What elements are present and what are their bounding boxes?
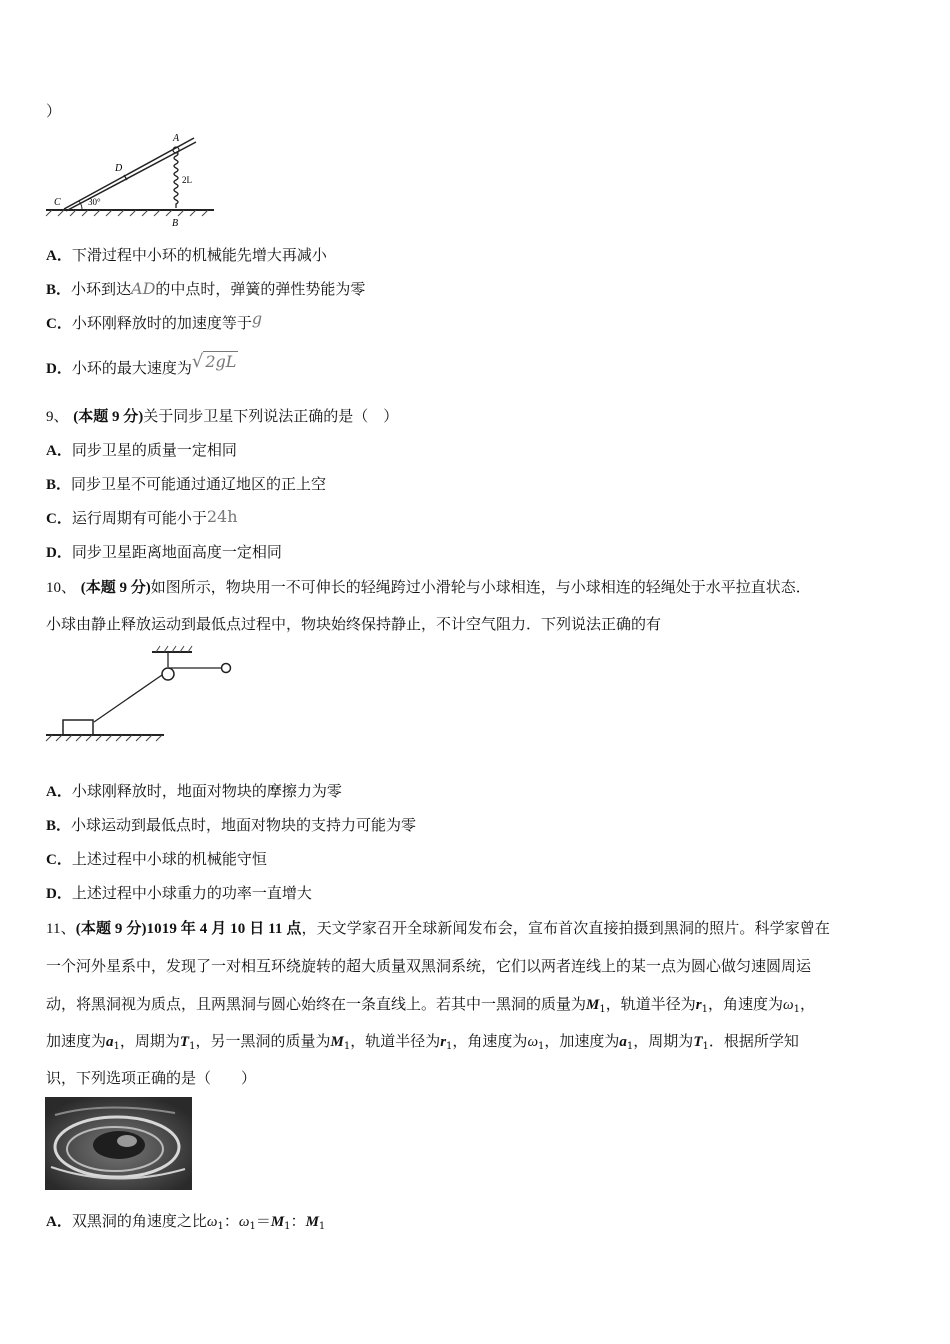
q8-label-a: A <box>173 133 180 144</box>
q9-option-a[interactable]: A．同步卫星的质量一定相同 <box>46 441 237 459</box>
q10-figure-pulley <box>44 644 240 746</box>
q10-stem-line1: 10、 (本题 9 分)如图所示，物块用一不可伸长的轻绳跨过小滑轮与小球相连，与小球相连的轻绳处于水平拉直状态． <box>46 578 811 596</box>
q8-option-d[interactable]: D．小环的最大速度为√ 2gL <box>46 351 237 377</box>
q8-label-angle: 30° <box>88 197 101 207</box>
q10-option-d[interactable]: D．上述过程中小球重力的功率一直增大 <box>46 884 312 902</box>
q8-label-d: D <box>115 163 123 174</box>
q11-line4: 加速度为$a_1$，周期为$T_1$，另一黑洞的质量为$M_1$，轨道半径为$r_1$，角速度为$\omega_1$，加速度为$a_1$，周期为$T_1$．根据所学知 <box>46 1032 799 1052</box>
q11-option-a[interactable]: A．双黑洞的角速度之比$\omega_1$：$\omega_1=M_1$：$M_1$ <box>46 1212 326 1232</box>
q10-stem-line2: 小球由静止释放运动到最低点过程中，物块始终保持静止，不计空气阻力．下列说法正确的有 <box>46 615 662 633</box>
q8-label-c: C <box>54 197 61 208</box>
q9-option-b[interactable]: B．同步卫星不可能通过通辽地区的正上空 <box>46 475 327 493</box>
q9-stem: 9、 (本题 9 分)关于同步卫星下列说法正确的是（ ） <box>46 407 399 425</box>
sqrt-expression: √ 2gL <box>191 351 237 372</box>
q8-figure-incline <box>44 132 219 230</box>
black-hole-photo <box>45 1097 192 1190</box>
q11-line1: 11、(本题 9 分)1019 年 4 月 10 日 11 点，天文学家召开全球新闻发布会，宣布首次直接拍摄到黑洞的照片。科学家曾在 <box>46 919 830 937</box>
q9-option-c[interactable]: C．运行周期有可能小于24h <box>46 507 238 527</box>
q10-option-c[interactable]: C．上述过程中小球的机械能守恒 <box>46 850 267 868</box>
q11-line3: 动，将黑洞视为质点，且两黑洞与圆心始终在一条直线上。若其中一黑洞的质量为$M_1$，轨道半径为$r_1$，角速度为$\omega_1$， <box>46 995 815 1015</box>
q10-option-b[interactable]: B．小球运动到最低点时，地面对物块的支持力可能为零 <box>46 816 417 834</box>
q8-option-a[interactable]: A．下滑过程中小环的机械能先增大再减小 <box>46 246 327 264</box>
q8-option-c[interactable]: C．小环刚释放时的加速度等于g <box>46 309 263 332</box>
q9-option-d[interactable]: D．同步卫星距离地面高度一定相同 <box>46 543 282 561</box>
q8-label-length: 2L <box>182 175 192 185</box>
q10-option-a[interactable]: A．小球刚释放时，地面对物块的摩擦力为零 <box>46 782 342 800</box>
q11-line5: 识，下列选项正确的是（ ） <box>46 1069 257 1087</box>
q8-label-b: B <box>172 218 179 229</box>
q8-option-b[interactable]: B．小环到达AD的中点时，弹簧的弹性势能为零 <box>46 279 366 298</box>
top-fragment: ） <box>46 102 62 120</box>
q11-line2: 一个河外星系中，发现了一对相互环绕旋转的超大质量双黑洞系统，它们以两者连线上的某一点为圆心做匀速圆周运 <box>46 957 812 975</box>
